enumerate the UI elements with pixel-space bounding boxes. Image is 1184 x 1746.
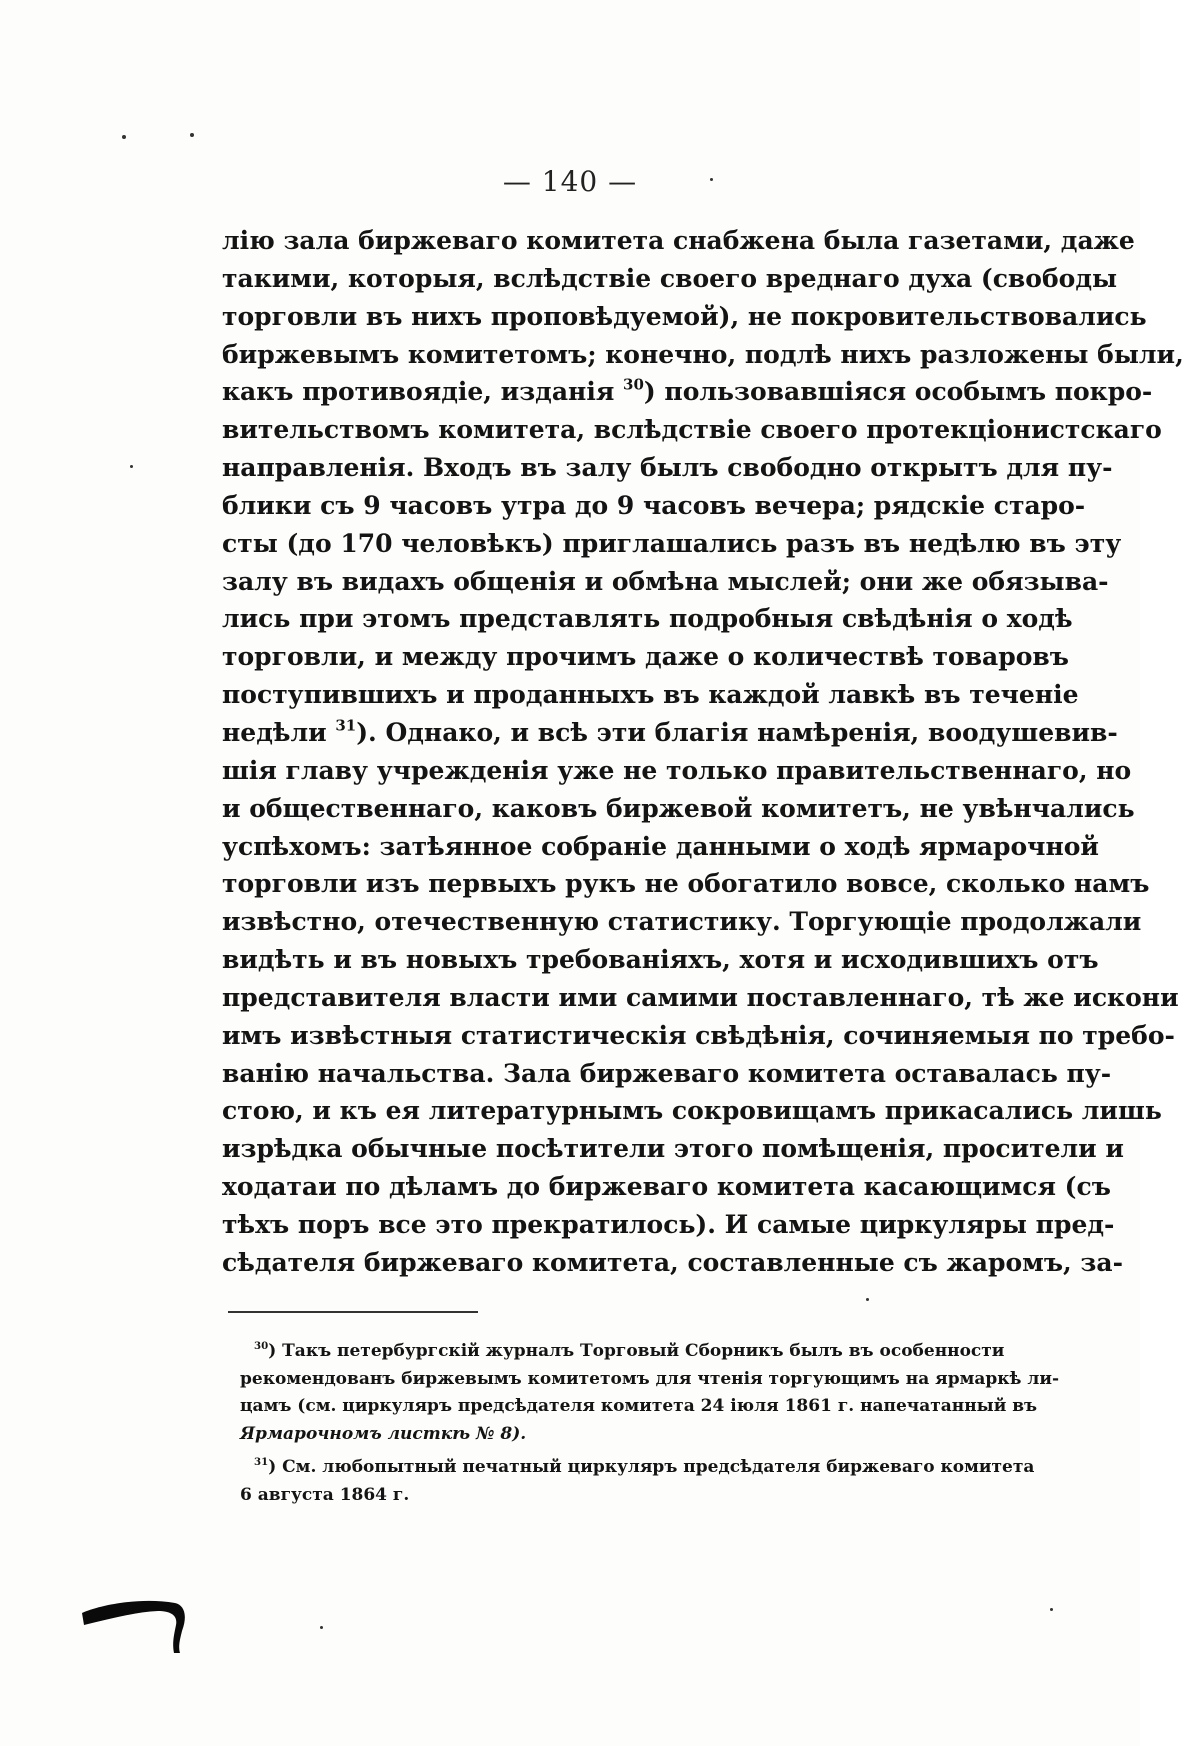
text-line: видѣть и въ новыхъ требованіяхъ, хотя и исходившихъ отъ	[222, 945, 1099, 975]
footnote-line: 6 августа 1864 г.	[240, 1484, 410, 1505]
text-line: стою, и къ ея литературнымъ сокровищамъ прикасались лишь	[222, 1096, 1162, 1126]
text-line: вительствомъ комитета, вслѣдствіе своего протекціонистскаго	[222, 415, 1162, 445]
dust-speck	[710, 178, 713, 181]
footnote-line	[240, 1338, 1005, 1366]
dust-speck	[190, 133, 194, 137]
text-line: торговли, и между прочимъ даже о количествѣ товаровъ	[222, 642, 1069, 672]
dust-speck	[130, 465, 133, 468]
text-line: биржевымъ комитетомъ; конечно, подлѣ нихъ разложены были,	[222, 339, 1184, 369]
footnote-marker: 30	[254, 1339, 269, 1352]
footnote-marker: 31	[254, 1455, 269, 1468]
text-line: тѣхъ поръ все это прекратилось). И самые циркуляры пред-	[222, 1209, 1115, 1239]
footnote-line	[240, 1454, 1035, 1482]
text-line: и общественнаго, каковъ биржевой комитетъ, не увѣнчались	[222, 793, 1135, 823]
dust-speck	[122, 135, 126, 139]
text-line	[222, 714, 1118, 752]
dust-speck	[320, 1626, 323, 1629]
footnote-divider	[228, 1311, 478, 1313]
footnote-31	[240, 1454, 1035, 1509]
footnote-ref-30[interactable]: 30	[623, 375, 644, 394]
text-line: лію зала биржеваго комитета снабжена была газетами, даже	[222, 226, 1135, 255]
ink-stain-mark	[80, 1595, 190, 1655]
text-line: успѣхомъ: затѣянное собраніе данными о ходѣ ярмарочной	[222, 831, 1099, 861]
text-line: направленія. Входъ въ залу былъ свободно открытъ для пу-	[222, 453, 1113, 483]
text-line: залу въ видахъ общенія и обмѣна мыслей; они же обязыва-	[222, 566, 1109, 596]
text-line: имъ извѣстныя статистическія свѣдѣнія, сочиняемыя по требо-	[222, 1020, 1175, 1050]
text-line: поступившихъ и проданныхъ въ каждой лавкѣ въ теченіе	[222, 680, 1079, 710]
footnotes	[240, 1338, 1060, 1515]
text-line: ванію начальства. Зала биржеваго комитета оставалась пу-	[222, 1058, 1112, 1088]
text-line-part: ) пользовавшіяся особымъ покро-	[643, 377, 1153, 407]
text-line-part: ). Однако, и всѣ эти благія намѣренія, воодушевив-	[356, 717, 1118, 747]
text-line	[222, 373, 1153, 411]
dust-speck	[866, 1298, 869, 1301]
text-line: ходатаи по дѣламъ до биржеваго комитета касающимся (съ	[222, 1172, 1111, 1202]
page-number: — 140 —	[502, 165, 638, 198]
text-line-part: какъ противоядіе, изданія	[222, 377, 615, 407]
dust-speck	[1050, 1608, 1053, 1611]
text-line: представителя власти ими самими поставленнаго, тѣ же искони	[222, 982, 1179, 1012]
text-line: блики съ 9 часовъ утра до 9 часовъ вечера; рядскіе старо-	[222, 490, 1086, 520]
text-line: сѣдателя биржеваго комитета, составленные съ жаромъ, за-	[222, 1247, 1123, 1277]
text-line: шія главу учрежденія уже не только правительственнаго, но	[222, 755, 1132, 785]
footnote-line: рекомендованъ биржевымъ комитетомъ для чтенія торгующимъ на ярмаркѣ ли-	[240, 1368, 1060, 1389]
footnote-line: Ярмарочномъ листкѣ № 8).	[240, 1423, 527, 1444]
footnote-line: цамъ (см. циркуляръ предсѣдателя комитета 24 іюля 1861 г. напечатанный въ	[240, 1396, 1038, 1416]
text-line: торговли изъ первыхъ рукъ не обогатило вовсе, сколько намъ	[222, 869, 1150, 899]
text-line: изрѣдка обычные посѣтители этого помѣщенія, просители и	[222, 1134, 1124, 1164]
text-line: извѣстно, отечественную статистику. Торгующіе продолжали	[222, 907, 1142, 937]
footnote-ref-31[interactable]: 31	[335, 716, 357, 735]
text-line: торговли въ нихъ проповѣдуемой), не покровительствовались	[222, 301, 1147, 331]
text-line: лись при этомъ представлять подробныя свѣдѣнія о ходѣ	[222, 604, 1073, 634]
footnote-30	[240, 1338, 1060, 1448]
main-text	[222, 222, 1184, 1282]
text-line: такими, которыя, вслѣдствіе своего вреднаго духа (свободы	[222, 263, 1118, 293]
text-line: сты (до 170 человѣкъ) приглашались разъ въ недѣлю въ эту	[222, 528, 1122, 558]
footnote-line-text: ) Такъ петербургскій журналъ Торговый Сборникъ былъ въ особенности	[268, 1341, 1005, 1361]
footnote-line-text: ) См. любопытный печатный циркуляръ предсѣдателя биржеваго комитета	[268, 1457, 1035, 1477]
text-line-part: недѣли	[222, 717, 327, 747]
